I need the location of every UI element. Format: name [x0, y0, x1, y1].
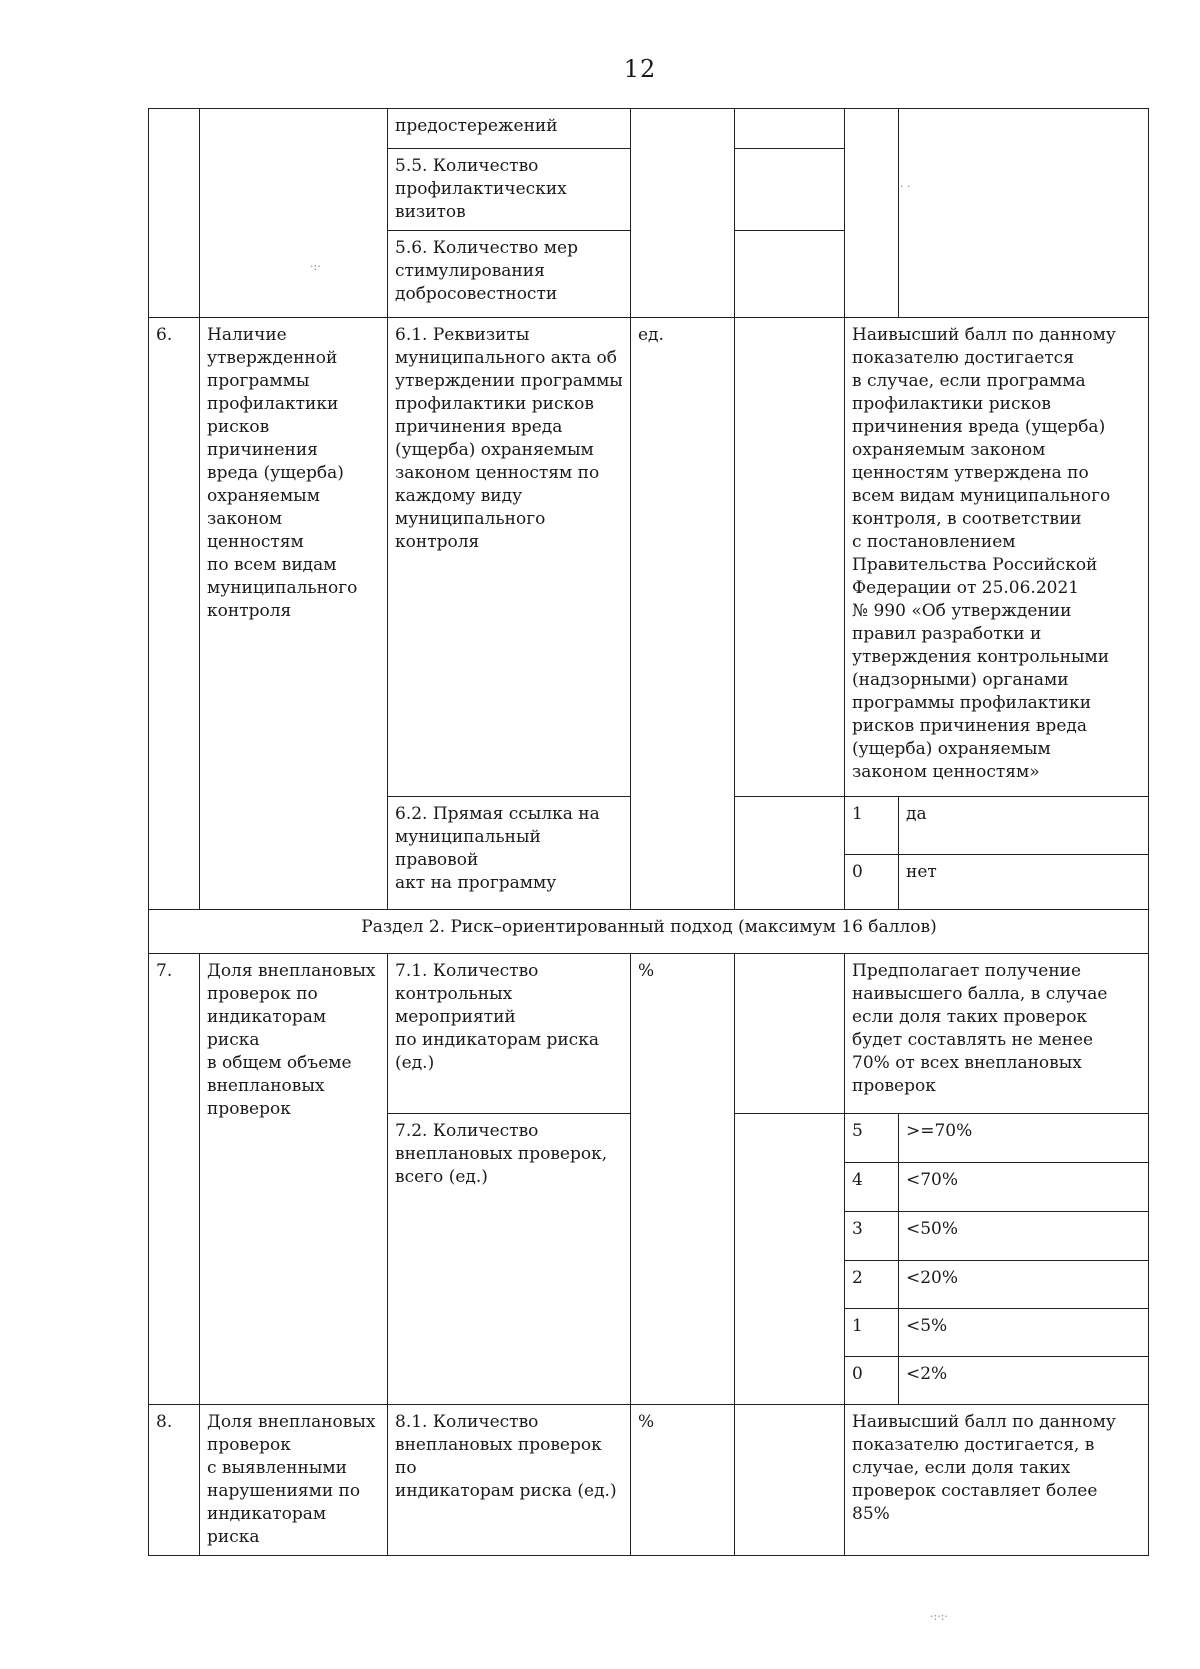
- scan-speck: ·:·: [310, 260, 321, 273]
- criterion-cell: да: [899, 797, 1149, 855]
- section-header: Раздел 2. Риск–ориентированный подход (максимум 16 баллов): [149, 910, 1149, 954]
- subitem-cell: 5.5. Количество профилактических визитов: [388, 149, 631, 231]
- value-cell: [735, 318, 845, 797]
- score-cell: 2: [845, 1261, 899, 1309]
- criterion-cell: <2%: [899, 1357, 1149, 1405]
- indicator-cell: [200, 109, 388, 318]
- indicator-cell: Доля внеплановых проверок с выявленными нарушениями по индикаторам риска: [200, 1405, 388, 1556]
- unit-cell: %: [631, 1405, 735, 1556]
- criterion-cell: [899, 109, 1149, 318]
- score-cell: 0: [845, 855, 899, 910]
- note-cell: Предполагает получение наивысшего балла, в случае если доля таких проверок будет составлять не менее 70% от всех внеплановых проверок: [845, 954, 1149, 1114]
- score-cell: 1: [845, 1309, 899, 1357]
- indicator-cell: Доля внеплановых проверок по индикаторам риска в общем объеме внеплановых проверок: [200, 954, 388, 1405]
- subitem-cell: предостережений: [388, 109, 631, 149]
- row-number: 8.: [149, 1405, 200, 1556]
- table-row: [149, 954, 1149, 1114]
- score-cell: [845, 109, 899, 318]
- score-cell: 0: [845, 1357, 899, 1405]
- unit-cell: %: [631, 954, 735, 1405]
- value-cell: [735, 231, 845, 318]
- unit-cell: ед.: [631, 318, 735, 910]
- value-cell: [735, 954, 845, 1114]
- row-number: 6.: [149, 318, 200, 910]
- value-cell: [735, 1114, 845, 1405]
- note-cell: Наивысший балл по данному показателю достигается в случае, если программа профилактики рисков причинения вреда (ущерба) охраняемым законом ценностям утверждена по всем видам муниципального контроля, в соответствии с постановлением Правительства Российской Федерации от 25.06.2021 № 990 «Об утверждении правил разработки и утверждения контрольными (надзорными) органами программы профилактики рисков причинения вреда (ущерба) охраняемым законом ценностям»: [845, 318, 1149, 797]
- scan-speck: · ·: [900, 180, 911, 193]
- number-cell: [149, 109, 200, 318]
- value-cell: [735, 1405, 845, 1556]
- table-row: [149, 1405, 1149, 1556]
- subitem-cell: 5.6. Количество мер стимулирования добросовестности: [388, 231, 631, 318]
- criterion-cell: <5%: [899, 1309, 1149, 1357]
- row-number: 7.: [149, 954, 200, 1405]
- criterion-cell: >=70%: [899, 1114, 1149, 1163]
- subitem-cell: 6.2. Прямая ссылка на муниципальный правовой акт на программу: [388, 797, 631, 910]
- value-cell: [735, 797, 845, 910]
- score-cell: 1: [845, 797, 899, 855]
- note-cell: Наивысший балл по данному показателю достигается, в случае, если доля таких проверок составляет более 85%: [845, 1405, 1149, 1556]
- subitem-cell: 6.1. Реквизиты муниципального акта об утверждении программы профилактики рисков причинения вреда (ущерба) охраняемым законом ценностям по каждому виду муниципального контроля: [388, 318, 631, 797]
- table-row: [149, 318, 1149, 797]
- indicator-table: [148, 108, 1149, 1556]
- criterion-cell: <70%: [899, 1163, 1149, 1212]
- table-row: [149, 910, 1149, 954]
- value-cell: [735, 109, 845, 149]
- unit-cell: [631, 109, 735, 318]
- subitem-cell: 7.2. Количество внеплановых проверок, всего (ед.): [388, 1114, 631, 1405]
- page-number: 12: [623, 55, 657, 83]
- score-cell: 4: [845, 1163, 899, 1212]
- subitem-cell: 8.1. Количество внеплановых проверок по индикаторам риска (ед.): [388, 1405, 631, 1556]
- criterion-cell: <20%: [899, 1261, 1149, 1309]
- value-cell: [735, 149, 845, 231]
- criterion-cell: нет: [899, 855, 1149, 910]
- score-cell: 3: [845, 1212, 899, 1261]
- criterion-cell: <50%: [899, 1212, 1149, 1261]
- subitem-cell: 7.1. Количество контрольных мероприятий по индикаторам риска (ед.): [388, 954, 631, 1114]
- table-row: [149, 109, 1149, 149]
- indicator-cell: Наличие утвержденной программы профилактики рисков причинения вреда (ущерба) охраняемым законом ценностям по всем видам муниципального контроля: [200, 318, 388, 910]
- scan-speck: ·:·:·: [930, 1610, 948, 1623]
- score-cell: 5: [845, 1114, 899, 1163]
